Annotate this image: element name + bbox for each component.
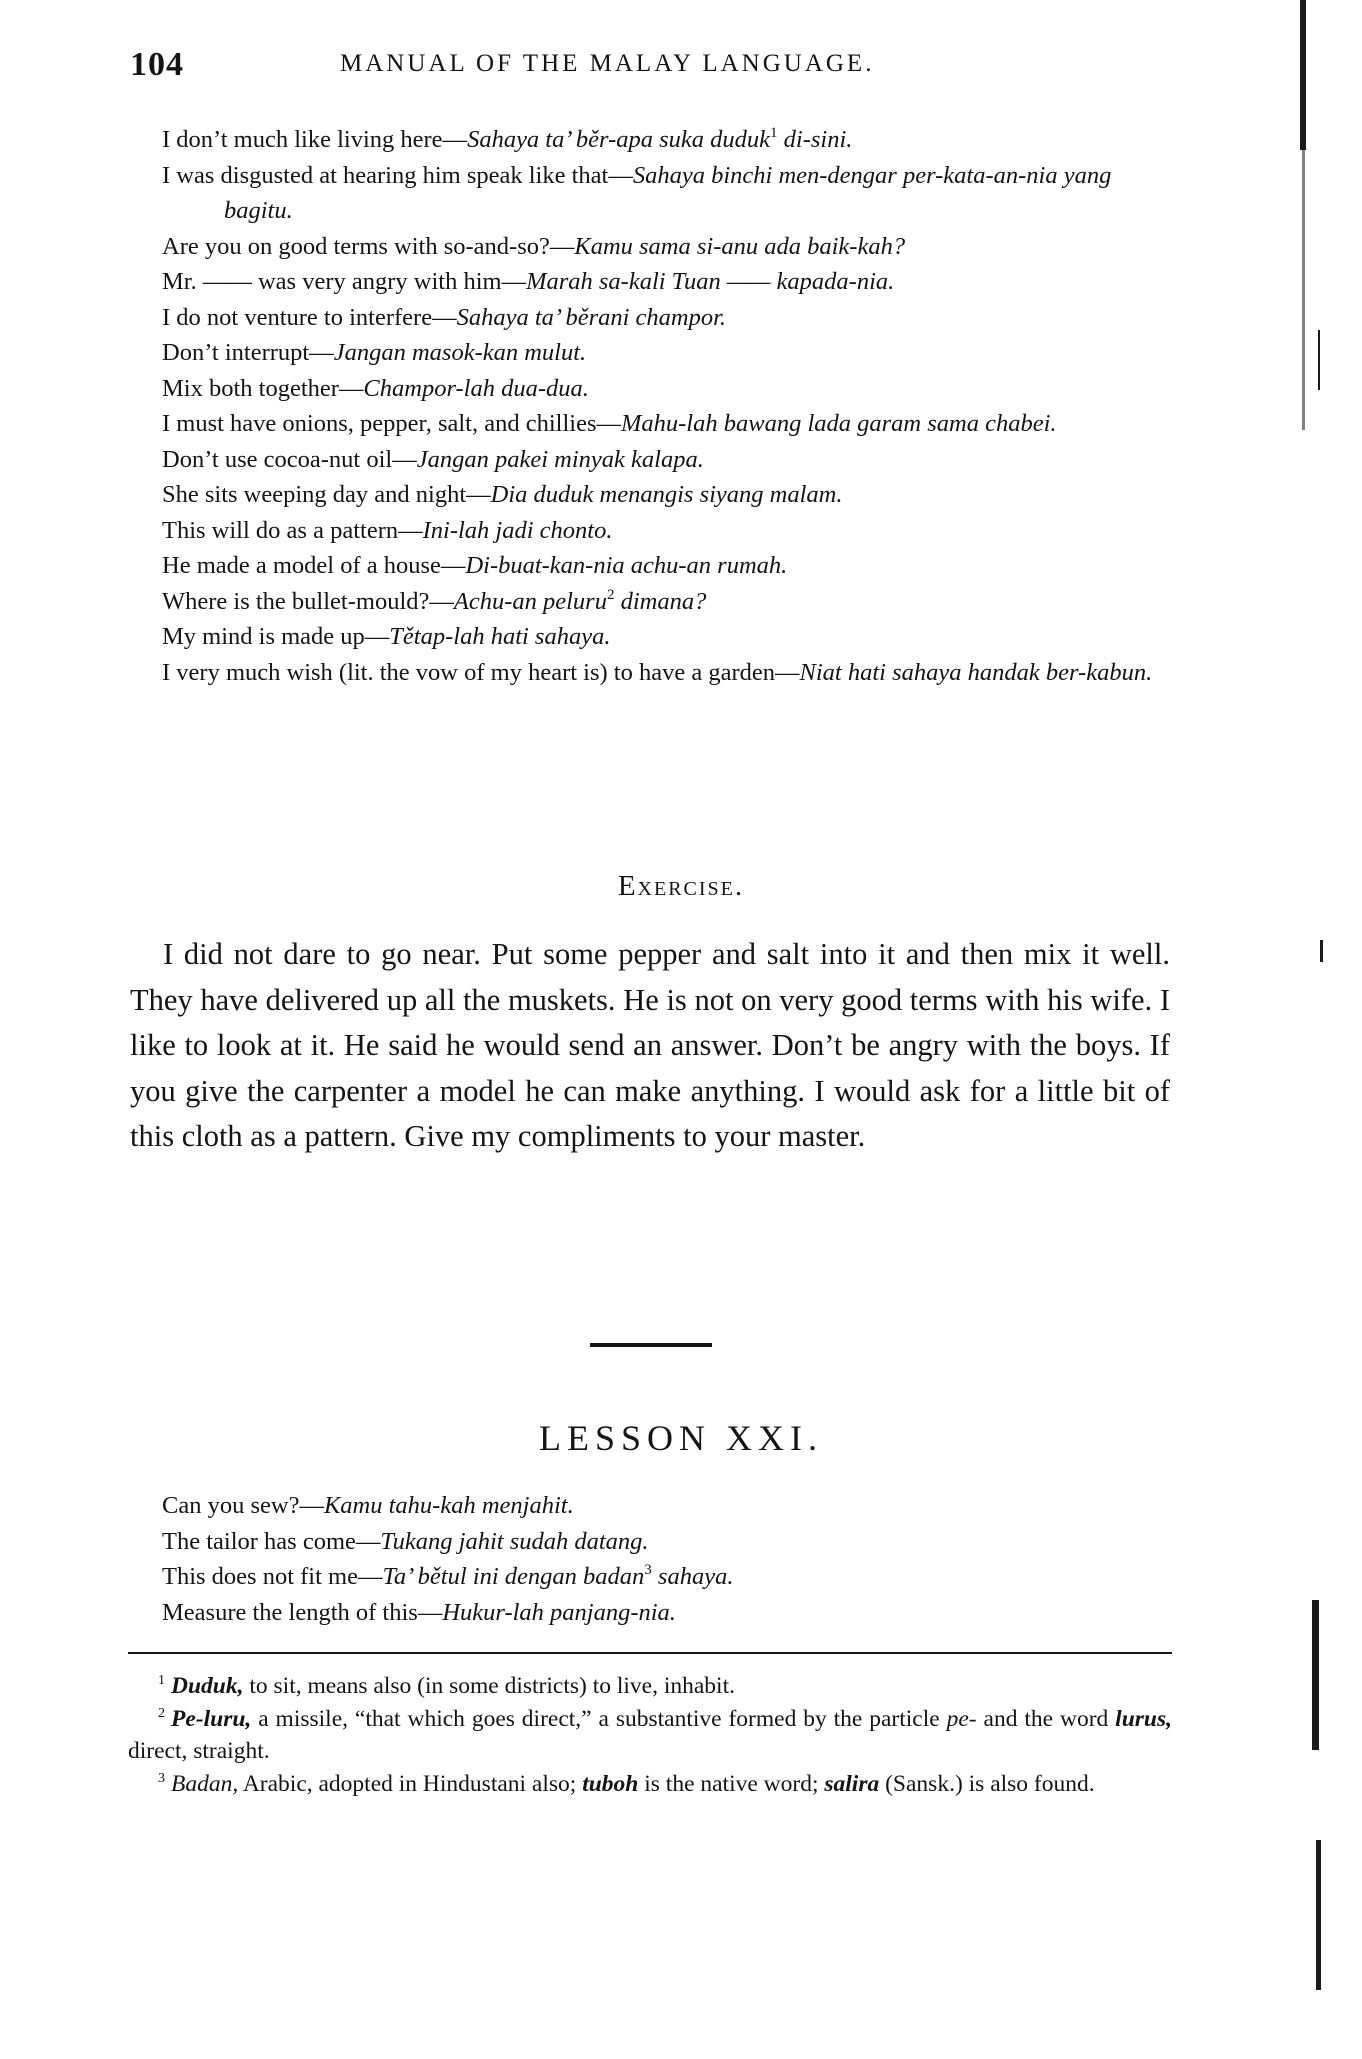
english-phrase: I must have onions, pepper, salt, and chillies— [162, 410, 621, 437]
malay-translation: Di-buat-kan-nia achu-an rumah. [465, 552, 788, 579]
english-phrase: Don’t use cocoa-nut oil— [162, 445, 417, 473]
page-number: 104 [130, 46, 184, 83]
english-phrase: Where is the bullet-mould?— [162, 587, 454, 615]
exercise-heading: Exercise. [617, 870, 745, 902]
english-phrase: I very much wish (lit. the vow of my heart is) to have a garden— [162, 658, 800, 686]
malay-translation: Ta’ bětul ini dengan badan [382, 1563, 645, 1590]
english-phrase: I was disgusted at hearing him speak like that— [162, 161, 633, 189]
malay-translation: Tukang jahit sudah datang. [380, 1527, 649, 1555]
lesson-heading: LESSON XXI. [538, 1418, 823, 1458]
english-phrase: This will do as a pattern— [162, 516, 423, 544]
english-phrase: I don’t much like living here— [162, 126, 468, 153]
phrase-entry [162, 264, 1172, 300]
footnote-marker: 3 [644, 1562, 652, 1578]
malay-translation: Kamu sama si-anu ada baik-kah? [574, 232, 906, 260]
malay-translation-end: dimana? [614, 587, 707, 615]
phrase-entry [162, 158, 1172, 229]
phrase-list [162, 122, 1172, 690]
malay-translation: Hukur-lah panjang-nia. [442, 1598, 676, 1626]
binding-edge-mark [1316, 1840, 1321, 1990]
binding-edge-mark [1320, 940, 1323, 962]
phrase-entry [162, 1524, 1172, 1560]
malay-translation: Niat hati sahaya handak ber-kabun. [799, 658, 1153, 686]
malay-translation: Marah sa-kali Tuan —— kapada-nia. [526, 268, 895, 295]
english-phrase: Mr. —— was very angry with him— [162, 268, 527, 295]
english-phrase: The tailor has come— [162, 1527, 381, 1555]
english-phrase: Can you sew?— [162, 1492, 324, 1519]
running-header [130, 46, 1170, 86]
english-phrase: He made a model of a house— [162, 552, 466, 579]
phrase-entry [162, 371, 1172, 407]
malay-translation: Achu-an peluru [453, 587, 607, 615]
running-title: MANUAL OF THE MALAY LANGUAGE. [340, 50, 875, 77]
phrase-entry [162, 229, 1172, 265]
malay-translation: Dia duduk menangis siyang malam. [490, 481, 843, 508]
binding-edge-mark [1302, 150, 1305, 430]
phrase-entry [162, 335, 1172, 371]
footnote-marker: 2 [606, 586, 615, 603]
binding-edge-mark [1300, 0, 1306, 150]
english-phrase: Mix both together— [162, 374, 364, 402]
phrase-entry [162, 406, 1172, 442]
english-phrase: She sits weeping day and night— [162, 481, 491, 508]
english-phrase: This does not fit me— [162, 1563, 383, 1590]
lesson-phrase-list [162, 1488, 1172, 1630]
footnote-rule [128, 1652, 1172, 1654]
english-phrase: Don’t interrupt— [162, 339, 334, 366]
malay-translation: Mahu-lah bawang lada garam sama chabei. [620, 410, 1057, 437]
english-phrase: My mind is made up— [162, 623, 390, 650]
english-phrase: Are you on good terms with so-and-so?— [162, 232, 575, 260]
footnote-marker: 1 [770, 125, 778, 141]
malay-translation: Ini-lah jadi chonto. [422, 516, 613, 544]
phrase-entry [162, 477, 1172, 513]
exercise-text: I did not dare to go near. Put some pepper and salt into it and then mix it well. They have delivered up all the muskets. He is not on very good terms with his wife. I like to look at it. He said he would send an answer. Don’t be angry with the boys. If you give the carpenter a model he can make anything. I would ask for a little bit of this cloth as a pattern. Give my compliments to your master. [130, 937, 1170, 1153]
phrase-entry [162, 548, 1172, 584]
english-phrase: Measure the length of this— [162, 1598, 443, 1626]
malay-translation-end: sahaya. [651, 1563, 734, 1590]
phrase-entry [162, 122, 1172, 158]
english-phrase: I do not venture to interfere— [162, 303, 457, 331]
malay-translation: Kamu tahu-kah menjahit. [323, 1492, 574, 1519]
phrase-entry [162, 1559, 1172, 1595]
footnote-2: $^2$ Pe-luru, a missile, “that which goes direct,” a substantive formed by the particle pe- and the word lurus, direct, straight. [128, 1705, 1173, 1764]
phrase-entry [162, 619, 1172, 655]
section-divider [590, 1343, 712, 1347]
malay-translation: Champor-lah dua-dua. [363, 374, 589, 402]
malay-translation: Sahaya binchi men-dengar per-kata-an-nia yang bagitu. [224, 161, 1112, 224]
binding-edge-mark [1312, 1600, 1319, 1750]
phrase-entry [162, 655, 1172, 691]
phrase-entry [162, 1488, 1172, 1524]
malay-translation: Sahaya ta’ běr-apa suka duduk [467, 126, 771, 153]
phrase-entry [162, 584, 1172, 620]
malay-translation: Jangan masok-kan mulut. [333, 339, 587, 366]
binding-edge-mark [1318, 330, 1320, 390]
footnotes [128, 1670, 1172, 1800]
malay-translation: Sahaya ta’ běrani champor. [456, 303, 727, 331]
phrase-entry [162, 442, 1172, 478]
malay-translation-end: di-sini. [777, 126, 853, 153]
phrase-entry [162, 513, 1172, 549]
footnote-3: $^3$ Badan, Arabic, adopted in Hindustani also; tuboh is the native word; salira (Sansk.) is also found. [158, 1770, 1095, 1797]
footnote-1: $^1$ Duduk, to sit, means also (in some districts) to live, inhabit. [158, 1673, 735, 1699]
phrase-entry [162, 300, 1172, 336]
malay-translation: Tětap-lah hati sahaya. [389, 623, 611, 650]
phrase-entry [162, 1595, 1172, 1631]
malay-translation: Jangan pakei minyak kalapa. [416, 445, 704, 473]
